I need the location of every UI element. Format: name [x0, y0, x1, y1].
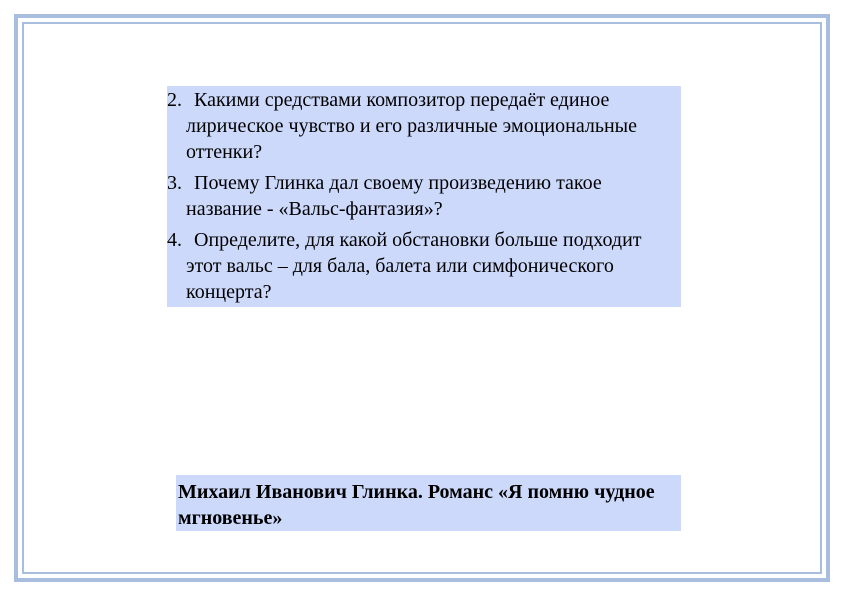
question-text: Почему Глинка дал своему произведению такое название - «Вальс-фантазия»?	[186, 172, 602, 220]
question-text: Какими средствами композитор передаёт единое лирическое чувство и его различные эмоциональные оттенки?	[186, 89, 637, 163]
question-item-4	[167, 227, 681, 305]
question-number: 3.	[167, 172, 182, 194]
question-number: 2.	[167, 89, 182, 111]
question-item-3	[167, 170, 681, 222]
work-title-caption	[176, 475, 681, 531]
question-text: Определите, для какой обстановки больше подходит этот вальс – для бала, балета или симфонического концерта?	[186, 229, 642, 303]
question-item-2	[167, 87, 681, 165]
work-title-text: Михаил Иванович Глинка. Романс «Я помню чудное мгновенье»	[178, 481, 655, 529]
question-number: 4.	[167, 229, 182, 251]
question-list	[167, 86, 681, 307]
